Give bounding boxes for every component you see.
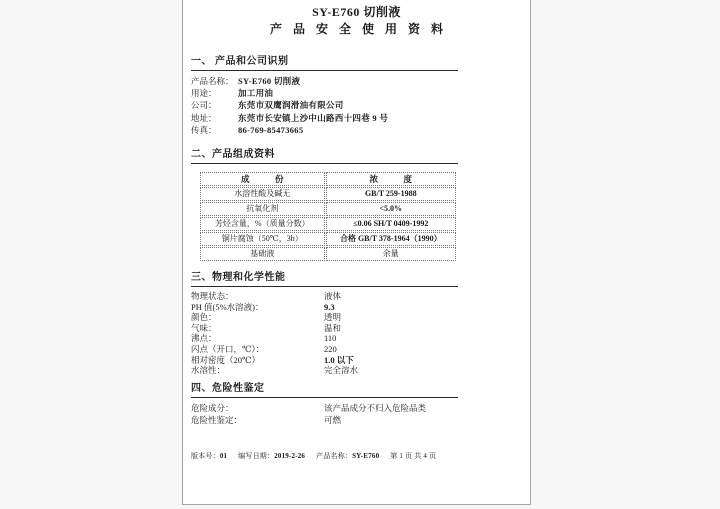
footer-product xyxy=(316,452,379,460)
field-usage xyxy=(191,87,522,99)
footer-page-info: 第 1 页 共 4 页 xyxy=(390,452,437,460)
field-value: 该产品成分不归入危险品类 xyxy=(324,402,427,413)
table-row xyxy=(200,202,456,216)
field-label: 传真： xyxy=(191,124,217,135)
field-label: 地址： xyxy=(191,112,217,123)
field-value: SY-E760 切削液 xyxy=(238,76,301,86)
property-relative-density xyxy=(191,355,522,366)
field-value: 可燃 xyxy=(324,414,342,425)
footer-date-label: 编写日期： xyxy=(238,452,275,460)
cell-concentration: 合格 GB/T 378-1964（1990） xyxy=(326,232,456,246)
property-ph xyxy=(191,302,522,313)
footer-version-value: 01 xyxy=(219,452,228,460)
table-row xyxy=(200,217,456,231)
section-4-heading: 四、危险性鉴定 xyxy=(191,383,458,398)
property-odor xyxy=(191,323,522,334)
property-physical-state xyxy=(191,291,522,302)
field-value: 东莞市双鹰润滑油有限公司 xyxy=(238,100,344,111)
table-row xyxy=(200,247,456,261)
property-value: 110 xyxy=(324,333,337,344)
property-label: 相对密度（20℃） xyxy=(191,354,261,365)
table-row xyxy=(200,232,456,246)
page-content xyxy=(183,0,530,504)
cell-component: 水溶性酸及碱无 xyxy=(200,187,325,201)
field-hazardous-components xyxy=(191,402,522,414)
footer-date xyxy=(238,452,305,460)
property-value: 1.0 以下 xyxy=(324,354,354,365)
column-header-component: 成 份 xyxy=(200,172,325,186)
section-4-fields xyxy=(191,402,522,426)
composition-table xyxy=(199,171,457,262)
cell-component: 抗氧化剂 xyxy=(200,202,325,216)
field-label: 危险性鉴定： xyxy=(191,414,243,425)
property-label: 颜色： xyxy=(191,312,217,323)
section-3-properties xyxy=(191,291,522,376)
field-value: 加工用油 xyxy=(238,88,274,99)
cell-concentration: ≤0.06 SH/T 0409-1992 xyxy=(326,217,456,231)
field-label: 公司： xyxy=(191,100,217,111)
footer-product-value: SY-E760 xyxy=(352,452,380,460)
cell-component: 芳烃含量，%（质量分数） xyxy=(200,217,325,231)
cell-concentration: 余量 xyxy=(326,247,456,261)
field-address xyxy=(191,112,522,124)
field-company xyxy=(191,99,522,111)
table-header-row xyxy=(200,172,456,186)
property-value: 完全溶水 xyxy=(324,365,359,376)
property-value: 9.3 xyxy=(324,301,335,312)
property-value: 透明 xyxy=(324,312,342,323)
property-boiling-point xyxy=(191,333,522,344)
footer-date-value: 2019-2-26 xyxy=(274,452,306,460)
cell-concentration: <5.0% xyxy=(326,202,456,216)
cell-component: 基础液 xyxy=(200,247,325,261)
footer-version-label: 版本号： xyxy=(191,452,220,460)
page-title: SY-E760 切削液 xyxy=(312,5,401,19)
section-2-heading: 二、产品组成资料 xyxy=(191,149,458,164)
cell-component: 铜片腐蚀（50℃，3h） xyxy=(200,232,325,246)
property-color xyxy=(191,312,522,323)
footer-product-label: 产品名称： xyxy=(316,452,353,460)
field-label: 用途： xyxy=(191,88,217,99)
table-row xyxy=(200,187,456,201)
property-label: 气味： xyxy=(191,322,217,333)
section-1-heading: 一、 产品和公司识别 xyxy=(191,56,458,71)
cell-concentration: GB/T 259-1988 xyxy=(326,187,456,201)
property-label: 闪点（开口，℃）： xyxy=(191,343,265,354)
property-label: 物理状态： xyxy=(191,291,234,302)
property-value: 温和 xyxy=(324,322,342,333)
field-hazard-identification xyxy=(191,414,522,426)
footer-version xyxy=(191,452,227,460)
field-value: 东莞市长安镇上沙中山路西十四巷 9 号 xyxy=(238,112,389,123)
property-value: 220 xyxy=(324,343,337,354)
field-value: 86-769-85473665 xyxy=(238,124,304,135)
field-product-name xyxy=(191,75,522,87)
section-1-fields xyxy=(191,75,522,136)
field-fax xyxy=(191,124,522,136)
section-3-heading: 三、物理和化学性能 xyxy=(191,272,458,287)
document-page xyxy=(182,0,531,505)
field-label: 产品名称： xyxy=(191,76,234,86)
property-water-solubility xyxy=(191,365,522,376)
property-value: 液体 xyxy=(324,291,342,302)
property-flash-point xyxy=(191,344,522,355)
doc-subtitle: 产品安全使用资料 xyxy=(269,22,454,36)
page-footer xyxy=(191,451,445,461)
field-label: 危险成分： xyxy=(191,402,234,413)
column-header-concentration: 浓 度 xyxy=(326,172,456,186)
property-label: 水溶性： xyxy=(191,365,226,376)
property-label: 沸点： xyxy=(191,333,217,344)
property-label: PH 值(5%水溶液)： xyxy=(191,301,264,312)
